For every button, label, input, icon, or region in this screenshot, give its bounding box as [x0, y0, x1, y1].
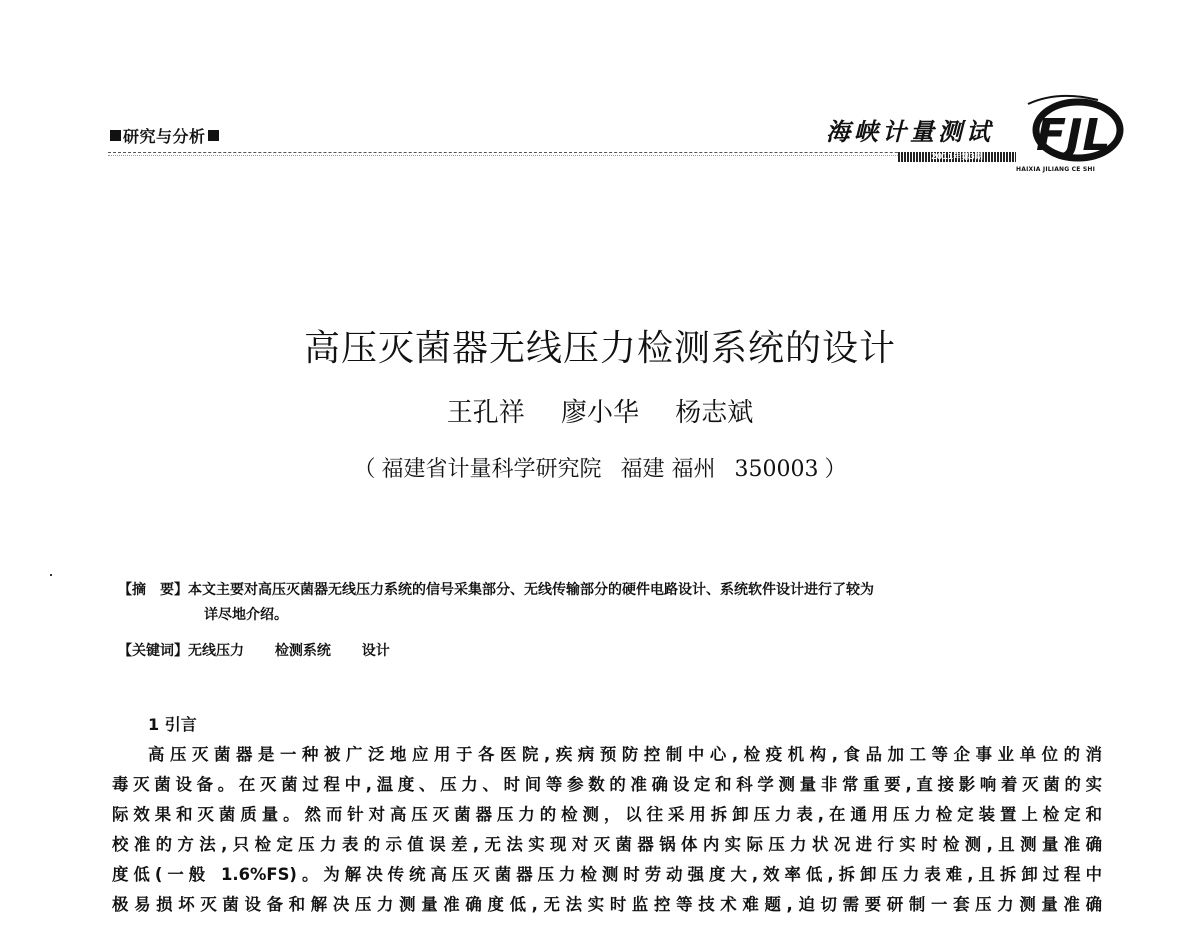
keyword: 检测系统	[274, 643, 331, 659]
section-tag-label: 研究与分析	[123, 127, 206, 146]
abstract-label: 【摘 要】	[118, 582, 188, 598]
section-heading: 1 引言	[148, 715, 197, 734]
affiliation-location: 福建 福州	[620, 457, 716, 482]
keyword: 无线压力	[188, 643, 244, 659]
issue-strip: 2011年第3期	[898, 152, 1016, 162]
paragraph-line: 度低(一般 1.6%FS)。为解决传统高压灭菌器压力检测时劳动强度大,效率低,拆卸压力表难,且拆卸过程中	[112, 865, 1102, 884]
square-bullet-icon	[110, 130, 121, 141]
keyword: 设计	[361, 643, 390, 659]
paragraph-line: 校准的方法,只检定压力表的示值误差,无法实现对灭菌器锅体内实际压力状况进行实时检测,且测量准确	[112, 835, 1102, 854]
paragraph-line: 极易损坏灭菌设备和解决压力测量准确度低,无法实时监控等技术难题,迫切需要研制一套压力测量准确	[112, 895, 1102, 914]
affiliation-open: （	[353, 457, 376, 482]
section-body	[112, 740, 1102, 920]
keywords-label: 【关键词】	[118, 643, 188, 659]
scan-speck	[50, 574, 52, 576]
abstract	[118, 578, 1098, 628]
abstract-text-line: 详尽地介绍。	[204, 607, 288, 623]
author-list	[0, 392, 1200, 429]
author-name: 廖小华	[560, 398, 639, 428]
affiliation-close: ）	[824, 457, 847, 482]
keywords	[118, 640, 416, 660]
affiliation-postcode: 350003	[734, 457, 819, 482]
header-rule	[108, 152, 1008, 153]
header-rule-secondary	[108, 155, 1008, 156]
article-title: 高压灭菌器无线压力检测系统的设计	[303, 328, 896, 369]
journal-logo	[1018, 94, 1124, 162]
logo-text: FJL	[1036, 110, 1111, 161]
author-name: 杨志斌	[675, 398, 754, 428]
affiliation-institute: 福建省计量科学研究院	[381, 457, 602, 482]
journal-title: 海峡计量测试	[826, 118, 994, 146]
page-header	[108, 96, 1124, 180]
abstract-text-line: 本文主要对高压灭菌器无线压力系统的信号采集部分、无线传输部分的硬件电路设计、系统软件设计进行了较为	[188, 582, 874, 598]
affiliation	[0, 452, 1200, 483]
paragraph-line: 高压灭菌器是一种被广泛地应用于各医院,疾病预防控制中心,检疫机构,食品加工等企事业单位的消	[148, 745, 1102, 764]
square-bullet-icon	[208, 130, 219, 141]
logo-subtitle: HAIXIA JILIANG CE SHI	[1016, 166, 1096, 173]
paragraph-line: 毒灭菌设备。在灭菌过程中,温度、压力、时间等参数的准确设定和科学测量非常重要,直接影响着灭菌的实	[112, 775, 1102, 794]
author-name: 王孔祥	[446, 398, 525, 428]
paragraph-line: 际效果和灭菌质量。然而针对高压灭菌器压力的检测，以往采用拆卸压力表,在通用压力检定装置上检定和	[112, 805, 1102, 824]
section-tag	[108, 124, 221, 147]
